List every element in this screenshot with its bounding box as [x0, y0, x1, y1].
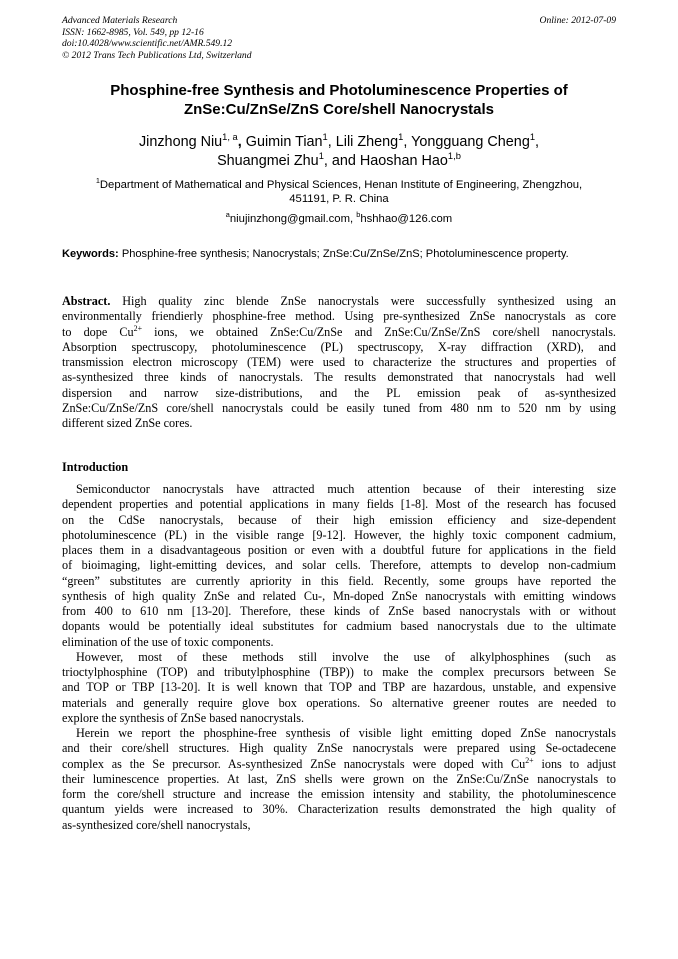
keywords-label: Keywords:	[62, 248, 119, 260]
abstract-line: dispersion and narrow size-distributions, and the PL emission peak of as-synthesized	[62, 385, 616, 400]
author-affil-sup: 1	[322, 132, 328, 143]
abstract-line: to dope $Cu^{2+}$ ions, we obtained ZnSe:Cu/ZnSe and ZnSe:Cu/ZnSe/ZnS core/shell nanocrystals.	[62, 324, 616, 339]
email-link-a[interactable]: niujinzhong@gmail.com	[229, 213, 350, 225]
abstract-line: environmentally friendierly phosphine-free method. Using pre-synthesized ZnSe nanocrystals as core	[62, 309, 616, 324]
affiliation-line-1: $^1$Department of Mathematical and Physical Sciences, Henan Institute of Engineering, Zhengzhou,	[95, 176, 583, 191]
abstract-label: Abstract.	[62, 294, 111, 308]
intro-line: photoluminescence (PL) in the visible range [9-12]. However, the highly toxic component cadmium,	[62, 527, 616, 542]
title-line-2: ZnSe:Cu/ZnSe/ZnS Core/shell Nanocrystals	[183, 100, 495, 118]
author-line-2: Shuangmei Zhu$^1$, and Haoshan Hao$^{1,b}$	[217, 150, 461, 169]
intro-line: and TOP or TBP [13-20]. It is well known that TOP and TBP are hazardous, unstable, and expensive	[62, 680, 616, 695]
keywords-text: Phosphine-free synthesis; Nanocrystals; ZnSe:Cu/ZnSe/ZnS; Photoluminescence property.	[121, 248, 569, 260]
intro-line: dopants would be potentially ideal substitutes for cadmium based nanocrystals due to the ultimate	[62, 619, 616, 634]
email-sup: b	[356, 210, 361, 220]
email-sup: a	[225, 210, 230, 220]
intro-line: as-synthesized core/shell nanocrystals,	[62, 817, 251, 832]
intro-line: Semiconductor nanocrystals have attracted much attention because of their interesting size	[76, 482, 616, 496]
author-affil-sup: 1	[318, 150, 324, 161]
author-conjunction: and	[331, 152, 360, 169]
author-emails: $^a$niujinzhong@gmail.com, $^b$hshhao@126.com	[225, 210, 453, 225]
author-name: Lili Zheng	[335, 134, 399, 150]
intro-line: Herein we report the phosphine-free synthesis of visible light emitting doped ZnSe nanocrystals	[76, 726, 616, 740]
author-affil-sup: 1	[529, 132, 536, 143]
author-name: Jinzhong Niu	[138, 134, 223, 150]
online-date: Online: 2012-07-09	[539, 15, 616, 26]
abstract-line: transmission electron microscopy (TEM) were used to characterize the structures and properties of	[62, 355, 616, 370]
abstract-line: as-synthesized three kinds of nanocrystals. The results demonstrated that nanocrystals had well	[62, 370, 616, 385]
keywords	[62, 247, 616, 261]
intro-line: and their core/shell structures. High quality ZnSe nanocrystals were prepared using Se-octadecene	[62, 741, 616, 756]
author-affil-sup: 1	[398, 132, 404, 143]
intro-line: explore the synthesis of ZnSe based nanocrystals.	[62, 710, 305, 725]
abstract	[62, 294, 616, 432]
intro-line: elimination of the use of toxic components.	[62, 634, 274, 649]
intro-line: complex as the Se precursor. As-synthesized ZnSe nanocrystals were doped with $Cu^{2+}$ ions to adjust	[62, 756, 616, 771]
author-list	[62, 133, 616, 170]
intro-line: on the CdSe nanocrystals, because of their high emission efficiency and size-dependent	[62, 512, 616, 527]
affiliation-sup: 1	[95, 176, 100, 186]
author-name: Guimin Tian	[245, 134, 323, 150]
email-link-b[interactable]: hshhao@126.com	[360, 213, 453, 225]
journal-header	[62, 15, 616, 61]
journal-doi[interactable]: doi:10.4028/www.scientific.net/AMR.549.12	[62, 38, 233, 49]
paper-title	[62, 82, 616, 119]
intro-line: their luminescence properties. At last, ZnS shells were grown on the ZnSe:Cu/ZnSe nanocrystals to	[62, 771, 616, 786]
author-affil-sup: 1, a	[222, 132, 238, 143]
introduction-body	[62, 482, 616, 833]
abstract-line: Absorption spectruscopy, photoluminescence (PL) spectruscopy, X-ray diffraction (XRD), and	[62, 339, 616, 354]
intro-line: However, most of these methods still involve the use of alkylphosphines (such as	[76, 649, 616, 664]
intro-line: places them in a disadvantageous position or even with a doubtful future for applications in the field	[62, 543, 616, 557]
abstract-line: Abstract. High quality zinc blende ZnSe nanocrystals were successfully synthesized using an	[62, 294, 616, 308]
author-name: Haoshan Hao	[359, 152, 448, 169]
journal-copyright: © 2012 Trans Tech Publications Ltd, Switzerland	[62, 49, 252, 61]
intro-line: of bioimaging, light-emitting devices, and solar cells. Therefore, attempts to develop non-cadmium	[62, 558, 616, 573]
intro-line: from 400 to 610 nm [13-20]. Therefore, these kinds of ZnSe based nanocrystals with or without	[62, 604, 616, 618]
author-name: Yongguang Cheng	[411, 134, 530, 150]
author-name: Shuangmei Zhu	[217, 152, 319, 169]
journal-issn: ISSN: 1662-8985, Vol. 549, pp 12-16	[62, 26, 204, 38]
intro-line: synthesis of high quality ZnSe and related Cu-, Mn-doped ZnSe nanocrystals with emitting windows	[62, 588, 616, 603]
introduction-heading: Introduction	[62, 460, 129, 474]
abstract-line: different sized ZnSe cores.	[62, 416, 193, 431]
abstract-line: ZnSe:Cu/ZnSe/ZnS core/shell nanocrystals could be easily tuned from 480 nm to 520 nm by using	[62, 401, 616, 416]
intro-line: “green” substitutes are currently apriority in this field. Recently, some groups have reported the	[62, 573, 616, 588]
author-line-1: Jinzhong Niu$^{1, a}$, Guimin Tian$^1$, Lili Zheng$^1$, Yongguang Cheng$^1$,	[138, 132, 540, 150]
journal-name: Advanced Materials Research	[62, 15, 178, 26]
intro-line: dependent properties and potential applications in many fields [1-8]. Most of the research has focused	[62, 497, 616, 512]
intro-line: quantum yields were increased to 30%. Characterization results demonstrated the high quality of	[62, 802, 616, 817]
title-line-1: Phosphine-free Synthesis and Photoluminescence Properties of	[110, 82, 568, 99]
author-affil-sup: 1,b	[447, 150, 461, 161]
intro-line: form the core/shell structure and increase the emission intensity and stability, the photoluminescence	[62, 787, 616, 801]
affiliation	[62, 178, 616, 207]
intro-line: materials and generally require glove box operations. So alternative greener routes are needed to	[62, 695, 616, 710]
intro-line: trioctylphosphine (TOP) and tributylphosphine (TBP)) to make the complex precursors between Se	[62, 665, 616, 679]
affiliation-line-2: 451191, P. R. China	[289, 193, 389, 206]
